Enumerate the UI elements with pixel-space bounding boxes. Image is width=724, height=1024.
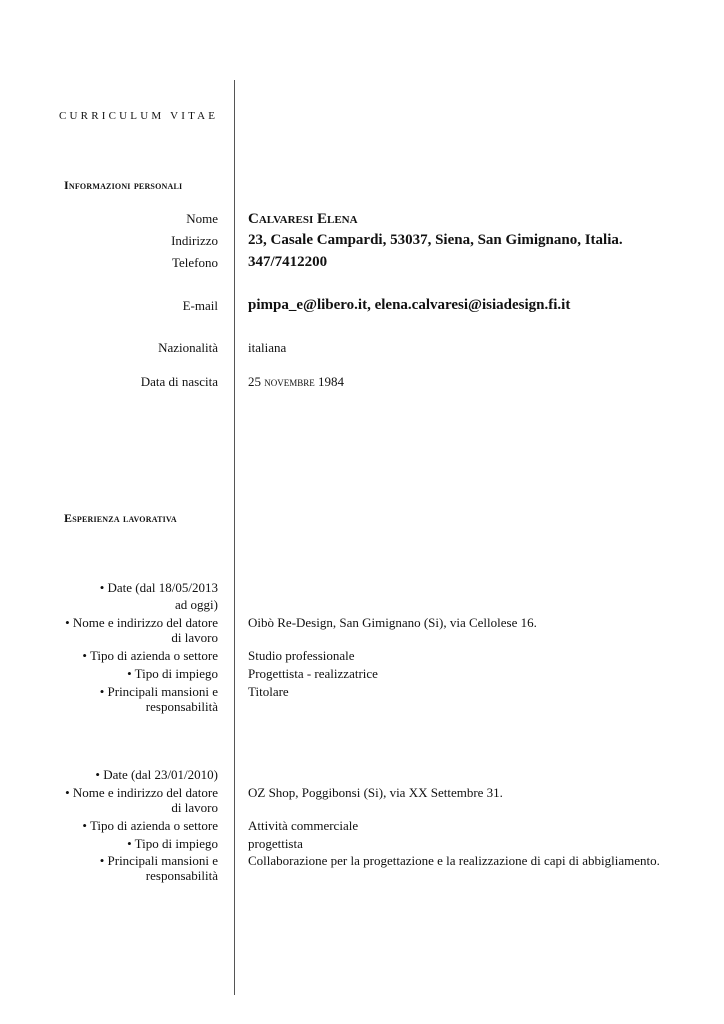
email-label: E-mail <box>182 298 218 313</box>
job2-duties-label-line2: responsabilità <box>145 868 218 883</box>
job1-duties-label-line2: responsabilità <box>145 699 218 714</box>
column-divider <box>234 80 235 995</box>
nome-label: Nome <box>186 211 218 226</box>
job2-type-value: progettista <box>248 836 303 851</box>
nazionalita-label: Nazionalità <box>158 340 218 355</box>
job2-date-line1: • Date (dal 23/01/2010) <box>95 767 218 782</box>
job2-employer-label-line1: • Nome e indirizzo del datore <box>65 785 218 800</box>
nascita-label: Data di nascita <box>140 374 218 389</box>
job1-date-line1: • Date (dal 18/05/2013 <box>99 580 218 595</box>
nome-value: Calvaresi Elena <box>248 211 358 227</box>
nascita-day: 25 <box>248 374 261 389</box>
indirizzo-label: Indirizzo <box>171 233 218 248</box>
telefono-value: 347/7412200 <box>248 254 328 270</box>
indirizzo-value: 23, Casale Campardi, 53037, Siena, San Gimignano, Italia. <box>248 232 623 248</box>
email-value: pimpa_e@libero.it, elena.calvaresi@isiadesign.fi.it <box>248 297 571 313</box>
job2-employer-label-line2: di lavoro <box>171 800 218 815</box>
nascita-year: 1984 <box>318 374 345 389</box>
job1-employer-label-line2: di lavoro <box>171 630 218 645</box>
job2-employer-value: OZ Shop, Poggibonsi (Si), via XX Settembre 31. <box>248 785 503 800</box>
nascita-month: novembre <box>264 374 315 389</box>
job2-type-label: • Tipo di impiego <box>127 836 218 851</box>
job2-duties-label-line1: • Principali mansioni e <box>99 853 218 868</box>
job2-sector-label: • Tipo di azienda o settore <box>82 818 218 833</box>
nazionalita-value: italiana <box>248 340 287 355</box>
job1-sector-label: • Tipo di azienda o settore <box>82 648 218 663</box>
job1-sector-value: Studio professionale <box>248 648 355 663</box>
job1-employer-label-line1: • Nome e indirizzo del datore <box>65 615 218 630</box>
job1-duties-label-line1: • Principali mansioni e <box>99 684 218 699</box>
job2-duties-value: Collaborazione per la progettazione e la realizzazione di capi di abbigliamento. <box>248 853 660 868</box>
job1-employer-value: Oibò Re-Design, San Gimignano (Si), via Cellolese 16. <box>248 615 537 630</box>
job2-sector-value: Attività commerciale <box>248 818 359 833</box>
job1-date-line2: ad oggi) <box>175 597 218 612</box>
job1-type-value: Progettista - realizzatrice <box>248 666 378 681</box>
job1-type-label: • Tipo di impiego <box>127 666 218 681</box>
document-title: CURRICULUM VITAE <box>59 110 219 122</box>
job1-duties-value: Titolare <box>248 684 289 699</box>
section-title-personal: Informazioni personali <box>64 178 183 192</box>
section-title-experience: Esperienza lavorativa <box>64 511 177 525</box>
telefono-label: Telefono <box>171 255 218 270</box>
nascita-value <box>248 374 344 389</box>
